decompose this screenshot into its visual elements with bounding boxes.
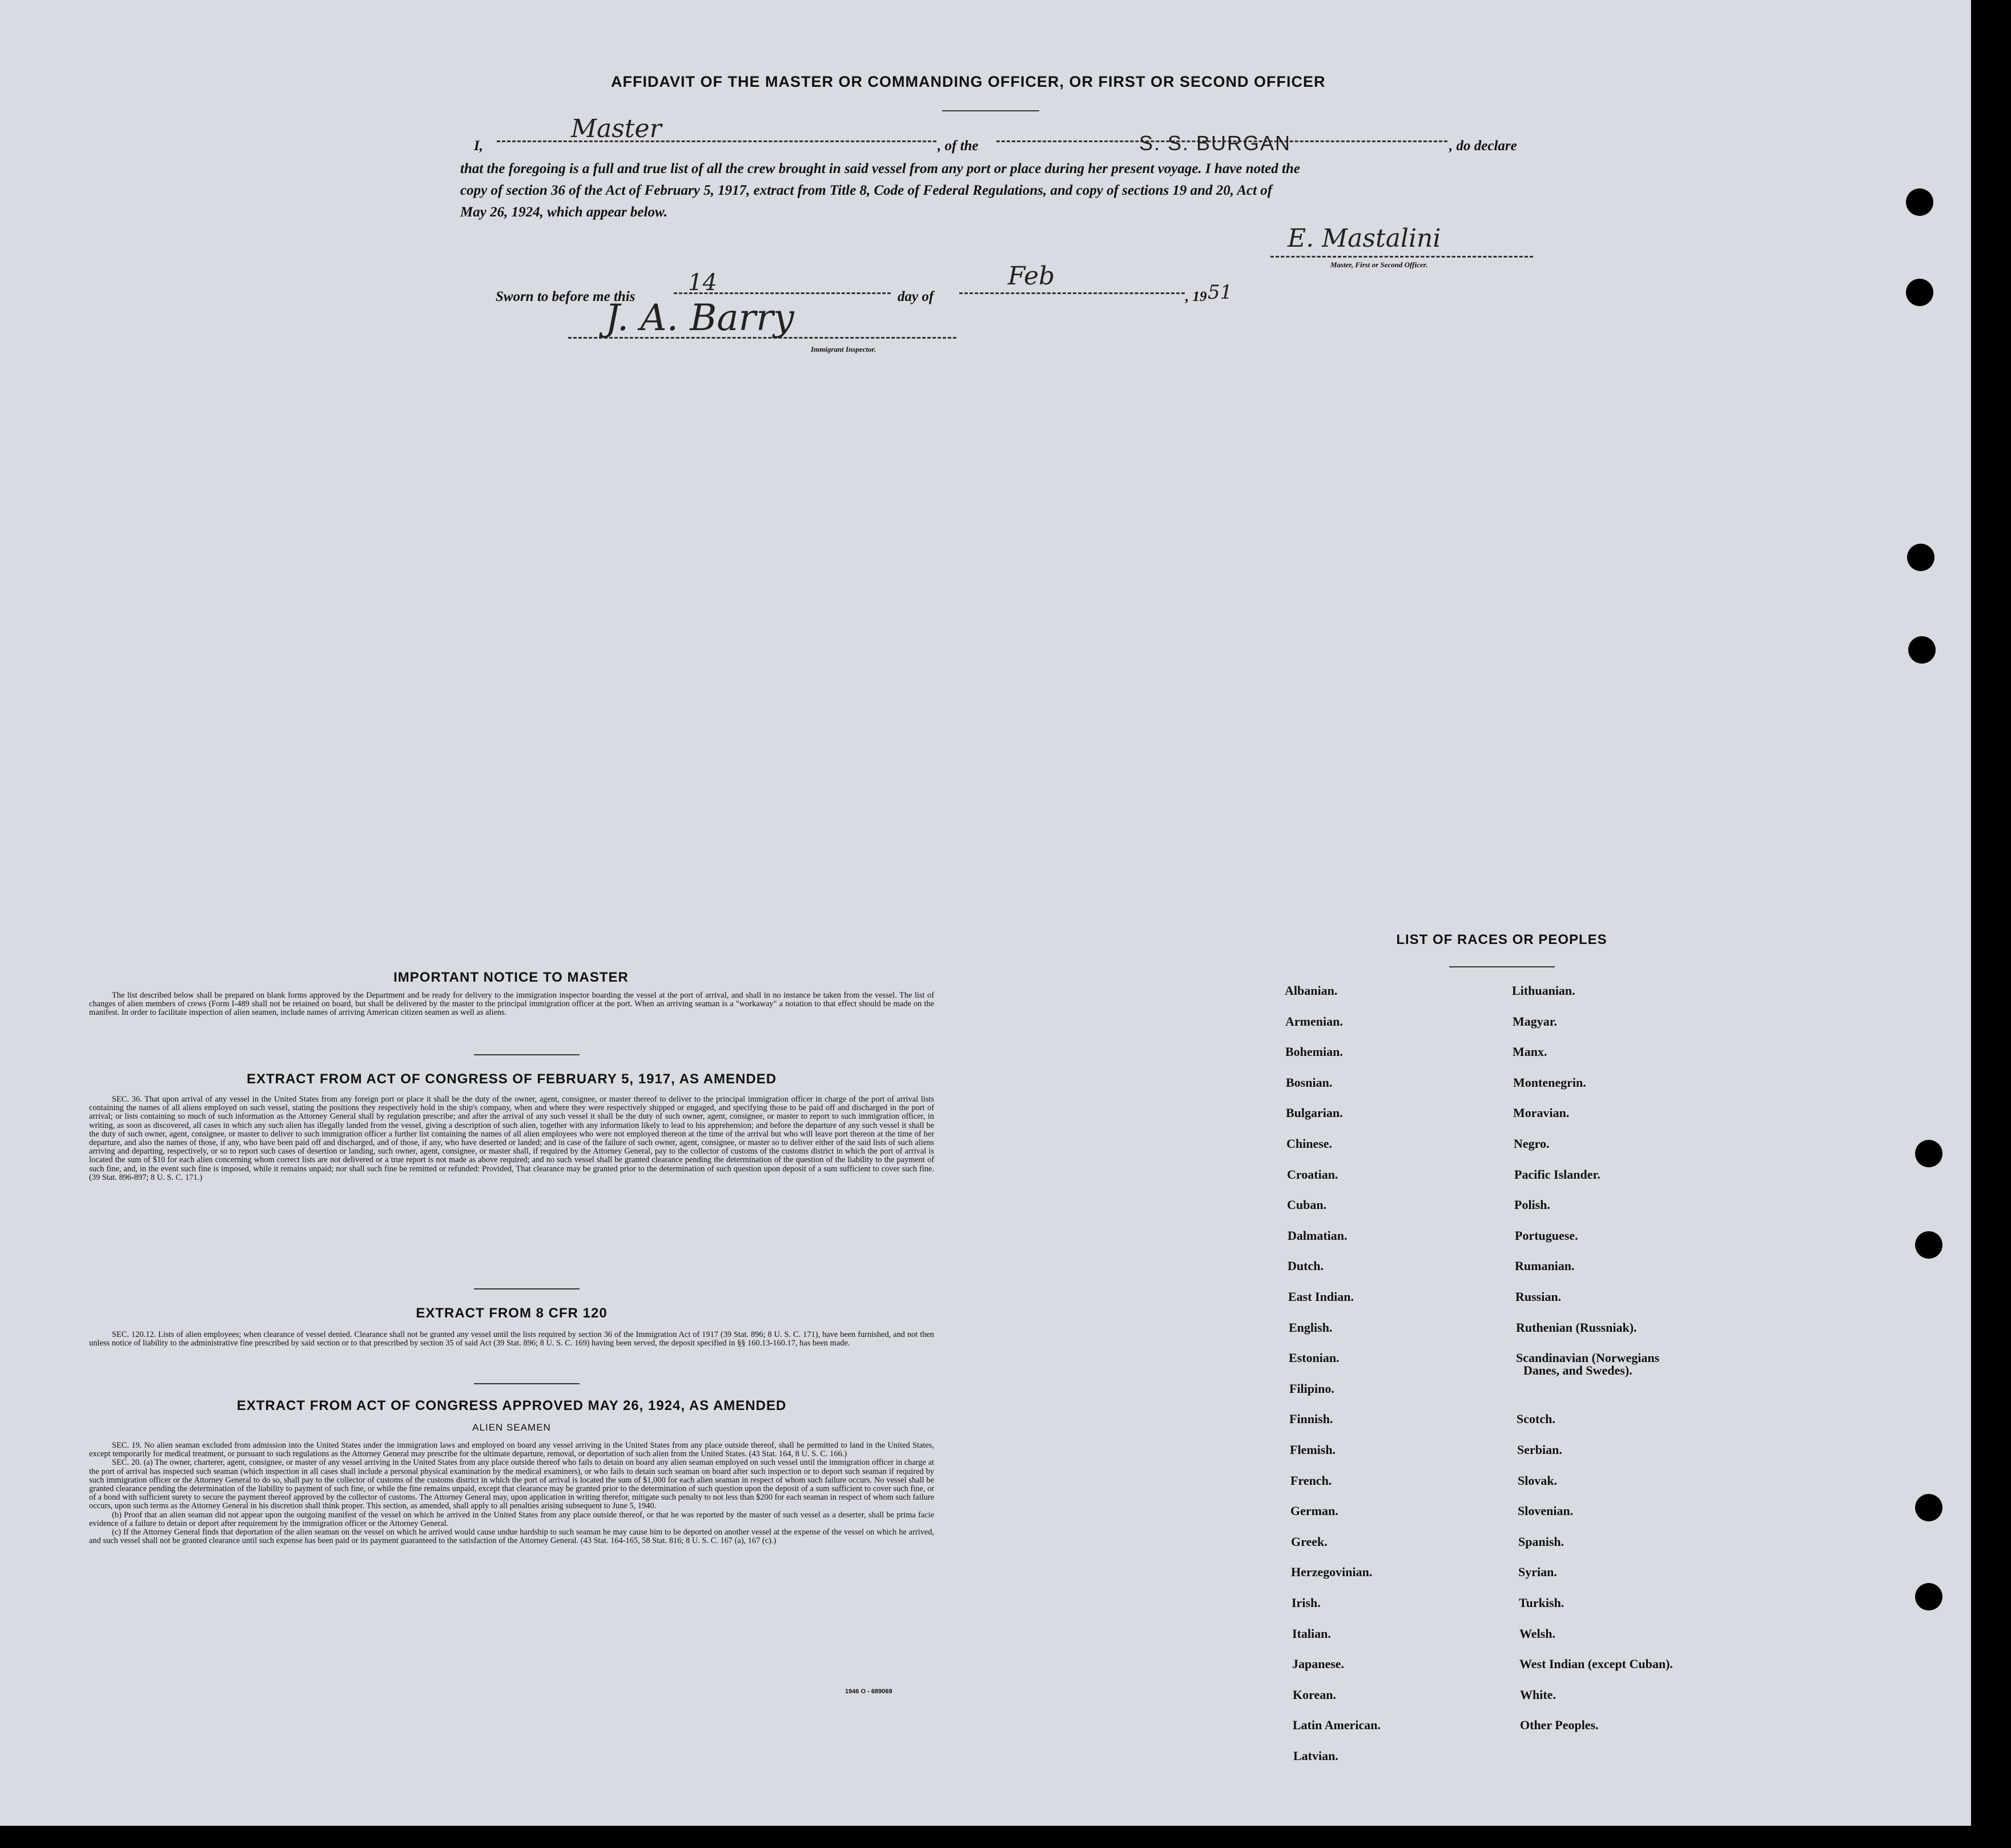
sworn-year: 51: [1208, 281, 1233, 304]
punch-hole: [1906, 279, 1933, 306]
sec-19-paragraph: SEC. 19. No alien seaman excluded from admission into the United States under the immigration laws and employed on board any vessel arriving in the United States from any place outside thereof, shall be permitted to land in the United States, except temporarily for medical treatment, or pursuant to such regulations as the Attorney General may prescribe for the ultimate departure, removal, or deportation of such alien from the United States. (43 Stat. 164, 8 U. S. C. 166.): [89, 1441, 934, 1459]
race-item: Manx.: [1513, 1044, 1547, 1059]
divider: [474, 1288, 580, 1289]
race-item: Scotch.: [1517, 1412, 1555, 1426]
notice-text: [89, 991, 934, 1018]
race-item: Flemish.: [1290, 1443, 1336, 1457]
divider: [474, 1054, 580, 1055]
race-item: Italian.: [1292, 1626, 1331, 1641]
race-item: Pacific Islander.: [1514, 1167, 1600, 1182]
race-item: Portuguese.: [1515, 1228, 1578, 1243]
race-item: Chinese.: [1286, 1136, 1333, 1151]
race-item: Negro.: [1514, 1136, 1550, 1151]
race-item: West Indian (except Cuban).: [1519, 1657, 1673, 1671]
sec-20b-paragraph: (b) Proof that an alien seaman did not appear upon the outgoing manifest of the vessel on which he arrived in the United States from any place outside thereof, or that he was reported by the master of such vessel as a deserter, shall be prima facie evidence of a failure to detain or deport after requirement by the immigration officer or the Attorney General.: [89, 1510, 934, 1528]
notice-title: IMPORTANT NOTICE TO MASTER: [393, 970, 629, 985]
officer-signature: E. Mastalini: [1288, 224, 1441, 253]
race-item: Bosnian.: [1286, 1075, 1333, 1090]
affidavit-title: AFFIDAVIT OF THE MASTER OR COMMANDING OFFICER, OR FIRST OR SECOND OFFICER: [611, 73, 1326, 90]
race-item: Rumanian.: [1515, 1259, 1575, 1273]
race-item: Slovenian.: [1518, 1504, 1574, 1518]
race-item: French.: [1290, 1473, 1332, 1488]
race-item: Lithuanian.: [1512, 983, 1575, 998]
punch-hole: [1915, 1140, 1942, 1167]
vessel-name: S. S. BURGAN: [1139, 131, 1292, 155]
extract-1924-text: [89, 1441, 934, 1545]
race-item: German.: [1290, 1504, 1338, 1518]
punch-hole: [1907, 544, 1934, 571]
i-label: I,: [474, 138, 483, 154]
race-item: Ruthenian (Russniak).: [1516, 1320, 1637, 1335]
name-line: [497, 140, 936, 142]
race-item: Serbian.: [1517, 1443, 1562, 1457]
race-item: Latin American.: [1293, 1718, 1381, 1732]
declaration-line-2: copy of section 36 of the Act of February 5, 1917, extract from Title 8, Code of Federal Regulations, and copy of sections 19 and 20, Act of: [460, 183, 1273, 198]
extract-cfr-text: [89, 1331, 934, 1348]
sworn-month: Feb: [1008, 262, 1055, 291]
declaration-line-1: that the foregoing is a full and true list of all the crew brought in said vessel from any port or place during her present voyage. I have noted the: [460, 161, 1300, 176]
race-item: Greek.: [1291, 1534, 1328, 1549]
race-item: Polish.: [1514, 1198, 1550, 1212]
race-item: Filipino.: [1289, 1381, 1334, 1396]
race-item: Spanish.: [1518, 1534, 1564, 1549]
inspector-caption: Immigrant Inspector.: [811, 345, 876, 353]
do-declare-label: , do declare: [1449, 138, 1517, 154]
sec-20c-paragraph: (c) If the Attorney General finds that deportation of the alien seaman on the vessel on which he arrived would cause undue hardship to such seaman he may cause him to be deported on another vessel at the expense of the vessel on which he arrived, and such vessel shall not be granted clearance until such expense has been paid or its payment guaranteed to the satisfaction of the Attorney General. (43 Stat. 164-165, 58 Stat. 816; 8 U. S. C. 167 (a), 167 (c).): [89, 1528, 934, 1546]
punch-hole: [1915, 1494, 1942, 1521]
race-item: Bohemian.: [1285, 1044, 1343, 1059]
officer-caption: Master, First or Second Officer.: [1330, 260, 1428, 269]
extract-1917-title: EXTRACT FROM ACT OF CONGRESS OF FEBRUARY 5, 1917, AS AMENDED: [246, 1071, 777, 1087]
extract-cfr-paragraph: SEC. 120.12. Lists of alien employees; when clearance of vessel denied. Clearance shall not be granted any vessel until the lists required by section 36 of the Immigration Act of 1917 (39 Stat. 896; 8 U. S. C. 171), have been furnished, and not then unless notice of liability to the administrative fine prescribed by said section or to that prescribed by section 35 of said Act (39 Stat. 896; 8 U. S. C. 169) having been served, the deposit specified in §§ 160.13-160.17, has been made.: [89, 1330, 934, 1348]
race-item: Albanian.: [1285, 983, 1338, 998]
race-item: Herzegovinian.: [1291, 1565, 1373, 1579]
print-code: 1946 O - 689069: [845, 1688, 892, 1695]
race-item: Armenian.: [1285, 1014, 1343, 1029]
sworn-day: 14: [688, 270, 717, 296]
officer-signature-line: [1270, 256, 1533, 258]
notice-paragraph: The list described below shall be prepared on blank forms approved by the Department and be ready for delivery to the immigration inspector boarding the vessel at the port of arrival, and shall in no instance be taken from the vessel. The list of changes of alien members of crews (Form I-489 shall not be retained on board, but shall be delivered by the master to the principal immigration officer at the port. When an arriving seaman is a "workaway" a notation to that effect should be made on the manifest. In order to facilitate inspection of alien seamen, include names of arriving American citizen seamen as well as aliens.: [89, 991, 934, 1018]
race-item: Japanese.: [1292, 1657, 1345, 1671]
race-item: Magyar.: [1513, 1014, 1558, 1029]
races-title: LIST OF RACES OR PEOPLES: [1396, 932, 1607, 947]
divider: [942, 110, 1039, 111]
master-handwritten: Master: [571, 114, 662, 143]
race-item: Scandinavian (Norwegians: [1516, 1351, 1660, 1365]
punch-hole: [1915, 1231, 1942, 1259]
race-item: Dalmatian.: [1288, 1228, 1348, 1243]
race-item: Danes, and Swedes).: [1523, 1363, 1632, 1377]
extract-cfr-title: EXTRACT FROM 8 CFR 120: [416, 1305, 608, 1321]
race-item: Bulgarian.: [1286, 1106, 1343, 1120]
race-item: Finnish.: [1289, 1412, 1333, 1426]
divider: [474, 1383, 580, 1384]
extract-1917-paragraph: SEC. 36. That upon arrival of any vessel in the United States from any foreign port or place it shall be the duty of the owner, agent, consignee, or master thereof to deliver to the principal immigration officer in charge of the port of arrival lists containing the names of all aliens employed on such vessel, stating the positions they respectively hold in the ship's company, when and where they were respectively shipped or engaged, and specifying those to be paid off and discharged in the port of arrival; or lists containing so much of such information as the Attorney General shall by regulation prescribe; and after the arrival of any such vessel it shall be the duty of such owner, agent, consignee, or master to report to such immigration officer, in writing, as soon as discovered, all cases in which any such alien has illegally landed from the vessel, giving a description of such alien, together with any information likely to lead to his apprehension; and before the departure of any such vessel it shall be the duty of such owner, agent, consignee, or master to deliver to such immigration officer a further list containing the names of all alien employees who were not employed thereon at the time of the arrival but who will leave port thereon at the time of her departure, and also the names of those, if any, who have been paid off and discharged, and of those, if any, who have deserted or landed; and in case of the failure of such owner, agent, consignee, or master so to deliver either of the said lists of such aliens arriving and departing, respectively, or so to report such cases of desertion or landing, such owner, agent, consignee, or master shall, if required by the Attorney General, pay to the collector of customs of the customs district in which the port of arrival is located the sum of $10 for each alien concerning whom correct lists are not delivered or a true report is not made as above required; and no such vessel shall be granted clearance pending the determination of the question of the liability to the payment of such fine, and, in the event such fine is imposed, while it remains unpaid; nor shall such fine be remitted or refunded: Provided, That clearance may be granted prior to the determination of such question upon deposit of a sum sufficient to cover such fine. (39 Stat. 896-897; 8 U. S. C. 171.): [89, 1095, 934, 1182]
inspector-signature: J. A. Barry: [605, 297, 794, 339]
of-the-label: , of the: [938, 138, 979, 154]
race-item: Korean.: [1293, 1688, 1336, 1702]
extract-1917-text: [89, 1095, 934, 1182]
punch-hole: [1908, 636, 1936, 664]
sec-20a-paragraph: SEC. 20. (a) The owner, charterer, agent, consignee, or master of any vessel arriving in the United States from any place outside thereof who fails to detain on board any alien seaman employed on such vessel until the immigration officer in charge at the port of arrival has inspected such seaman (which inspection in all cases shall include a personal physical examination by the medical examiners), or who fails to detain such seaman on board after such inspection or to deport such seaman if required by such immigration officer or the Attorney General to do so, shall pay to the collector of customs of the customs district in which the port of arrival is located the sum of $1,000 for each alien seaman in respect of whom such failure occurs. No vessel shall be granted clearance pending the determination of the liability to payment of such fine, or while the fine remains unpaid, except that clearance may be granted prior to the determination of such question upon the deposit of a sum sufficient to cover such fine, or of a bond with sufficient surety to secure the payment thereof approved by the collector of customs. The Attorney General may, upon application in writing therefor, mitigate such penalty to not less than $200 for each seaman in respect of whom such failure occurs, upon such terms as the Attorney General in his discretion shall think proper. This section, as amended, shall apply to all penalties arising subsequent to June 5, 1940.: [89, 1458, 934, 1511]
day-of-label: day of: [898, 289, 934, 304]
year-prefix: , 19: [1185, 289, 1207, 304]
race-item: English.: [1289, 1320, 1333, 1335]
race-item: Cuban.: [1287, 1198, 1327, 1212]
race-item: Welsh.: [1519, 1626, 1555, 1641]
race-item: Russian.: [1515, 1289, 1562, 1304]
race-item: Estonian.: [1289, 1351, 1340, 1365]
race-item: Latvian.: [1293, 1749, 1338, 1763]
punch-hole: [1915, 1583, 1942, 1610]
month-line: [959, 292, 1185, 294]
race-item: Croatian.: [1287, 1167, 1338, 1182]
race-item: Dutch.: [1288, 1259, 1324, 1273]
race-item: Syrian.: [1518, 1565, 1557, 1579]
race-item: Irish.: [1292, 1596, 1321, 1610]
race-item: Moravian.: [1513, 1106, 1570, 1120]
race-item: Turkish.: [1519, 1596, 1564, 1610]
race-item: Other Peoples.: [1520, 1718, 1599, 1732]
alien-seamen-subtitle: ALIEN SEAMEN: [472, 1422, 551, 1433]
sworn-label: Sworn to before me this: [496, 289, 636, 304]
race-item: Montenegrin.: [1513, 1075, 1586, 1090]
declaration-line-3: May 26, 1924, which appear below.: [460, 204, 667, 220]
divider: [1449, 966, 1555, 967]
punch-hole: [1906, 188, 1933, 216]
extract-1924-title: EXTRACT FROM ACT OF CONGRESS APPROVED MAY 26, 1924, AS AMENDED: [236, 1398, 787, 1413]
race-item: East Indian.: [1288, 1289, 1354, 1304]
race-item: White.: [1520, 1688, 1556, 1702]
race-item: Slovak.: [1518, 1473, 1558, 1488]
